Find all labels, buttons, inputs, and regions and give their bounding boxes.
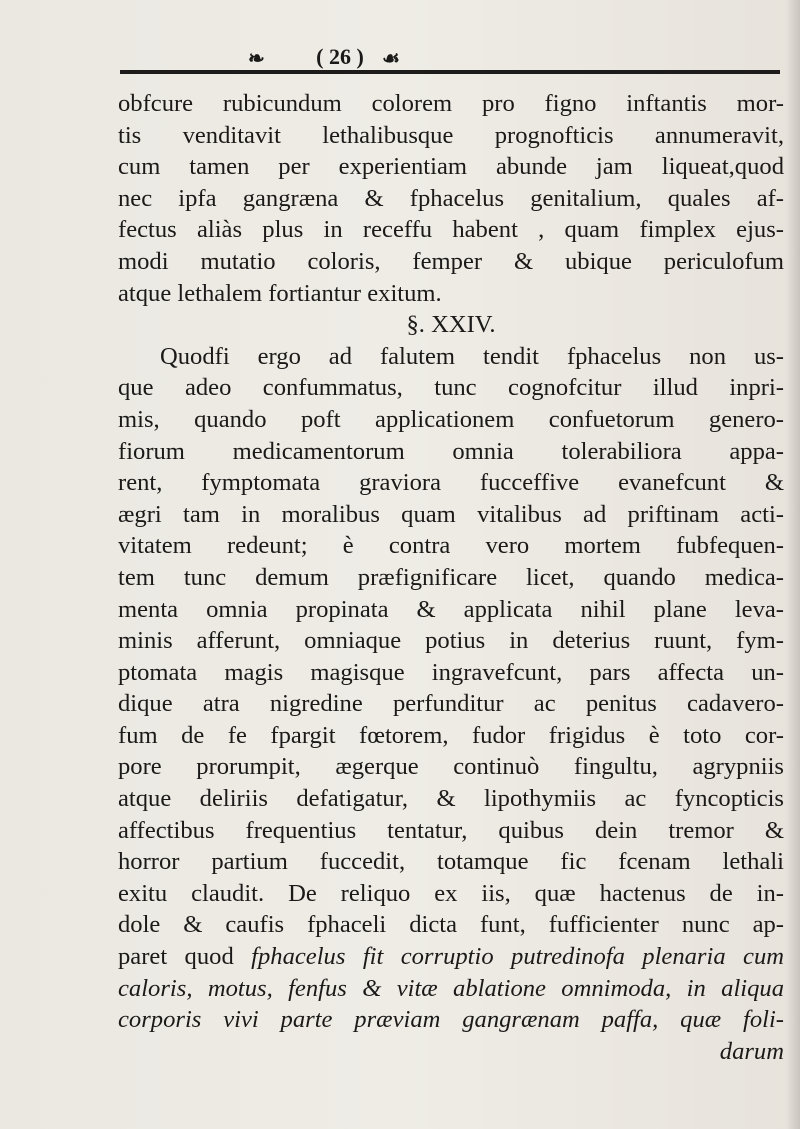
- text-line: dole & caufis fphaceli dicta funt, fufficienter nunc ap-: [118, 911, 784, 939]
- text-line: ægri tam in moralibus quam vitalibus ad priftinam acti-: [118, 500, 784, 528]
- body-text: [118, 88, 784, 1067]
- page-edge-shadow: [786, 0, 800, 1129]
- text-line: affectibus frequentius tentatur, quibus dein tremor &: [118, 816, 784, 844]
- text-line: Quodfi ergo ad falutem tendit fphacelus non us-: [160, 342, 784, 370]
- italic-run: corporis vivi parte præviam gangrænam paffa, quæ foli-: [118, 1006, 784, 1034]
- italic-run: ablatione omnimoda, in aliqua: [437, 974, 785, 1002]
- text-line: que adeo confummatus, tunc cognofcitur illud inpri-: [118, 374, 784, 402]
- text-line: atque deliriis defatigatur, & lipothymiis ac fyncopticis: [118, 785, 784, 813]
- text-line: minis afferunt, omniaque potius in deterius ruunt, fym-: [118, 627, 784, 655]
- text-line: tis venditavit lethalibusque prognofticis annumeravit,: [118, 121, 784, 149]
- text-line: ptomata magis magisque ingravefcunt, pars affecta un-: [118, 658, 784, 686]
- text-line: mis, quando poft applicationem confuetorum genero-: [118, 405, 784, 433]
- text-line: obfcure rubicundum colorem pro figno inftantis mor-: [118, 90, 784, 117]
- text-line: atque lethalem fortiantur exitum.: [118, 279, 442, 307]
- text-line: fectus aliàs plus in receffu habent , quam fimplex ejus-: [118, 216, 784, 244]
- text-line: rent, fymptomata graviora fucceffive evanefcunt &: [118, 469, 784, 497]
- page-number: ( 26 ): [316, 44, 364, 69]
- text-line: vitatem redeunt; è contra vero mortem fubfequen-: [118, 532, 784, 560]
- text-line: menta omnia propinata & applicata nihil plane leva-: [118, 595, 784, 623]
- text-line: horror partium fuccedit, totamque fic fcenam lethali: [118, 848, 784, 876]
- text-line-mixed: [118, 1004, 784, 1036]
- italic-run: caloris, motus, fenfus & vitæ: [118, 974, 438, 1002]
- text-line: fum de fe fpargit fœtorem, fudor frigidus è toto cor-: [118, 721, 784, 749]
- roman-run: paret quod: [118, 943, 252, 971]
- text-line: exitu claudit. De reliquo ex iis, quæ hactenus de in-: [118, 879, 784, 907]
- catchword: darum: [719, 1037, 784, 1065]
- text-line-mixed: [118, 941, 784, 973]
- header-rule: [120, 70, 780, 74]
- italic-run: fphacelus fit corruptio putredinofa plenaria cum: [251, 943, 785, 971]
- ornament-right-icon: ☙: [382, 46, 400, 70]
- page-header: [120, 36, 780, 86]
- text-line: cum tamen per experientiam abunde jam liqueat,quod: [118, 153, 784, 181]
- text-line: tem tunc demum præfignificare licet, quando medica-: [118, 563, 784, 591]
- text-line: nec ipfa gangræna & fphacelus genitalium, quales af-: [118, 184, 784, 212]
- text-line: dique atra nigredine perfunditur ac penitus cadavero-: [118, 690, 784, 718]
- ornament-left-icon: ❧: [248, 46, 265, 70]
- text-line: fiorum medicamentorum omnia tolerabiliora appa-: [118, 437, 784, 465]
- text-line-mixed: [118, 973, 784, 1005]
- text-line: modi mutatio coloris, femper & ubique periculofum: [118, 247, 784, 275]
- section-heading: §. XXIV.: [406, 311, 496, 339]
- text-line: pore prorumpit, ægerque continuò fingultu, agrypniis: [118, 753, 784, 781]
